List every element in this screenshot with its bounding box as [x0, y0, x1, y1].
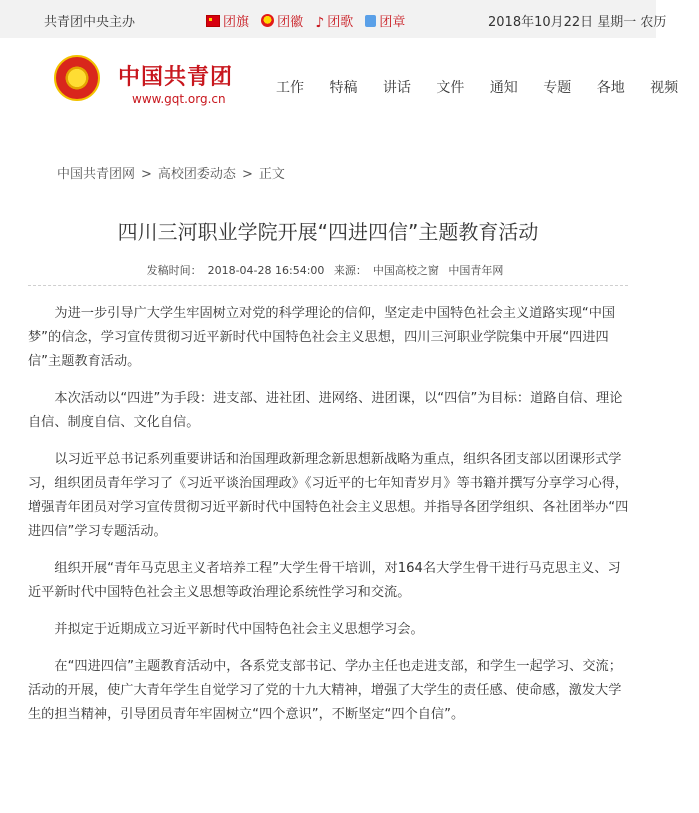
article-meta — [0, 262, 656, 278]
site-logo-url[interactable]: www.gqt.org.cn — [132, 92, 226, 106]
link-charter-label: 团章 — [379, 15, 406, 30]
link-song[interactable] — [315, 15, 353, 30]
publish-label: 发稿时间： — [146, 264, 202, 277]
current-date: 2018年10月22日 星期一 农历 — [488, 15, 667, 30]
article-body — [28, 302, 630, 740]
breadcrumb-current: 正文 — [258, 167, 285, 182]
nav-item-work[interactable]: 工作 — [276, 80, 304, 96]
source-label: 来源： — [333, 264, 367, 277]
link-emblem-label: 团徽 — [277, 15, 304, 30]
emblem-icon — [261, 14, 274, 27]
breadcrumb-home[interactable]: 中国共青团网 — [57, 167, 136, 182]
site-logo-title[interactable]: 中国共青团 — [118, 65, 234, 90]
nav-item-features[interactable]: 特稿 — [329, 80, 358, 96]
top-bar — [0, 0, 667, 38]
article-paragraph: 组织开展“青年马克思主义者培养工程”大学生骨干培训，对164名大学生骨干进行马克思主义、习近平新时代中国特色社会主义思想等政治理论系统性学习和交流。 — [28, 561, 621, 600]
nav-item-documents[interactable]: 文件 — [436, 80, 465, 96]
source-secondary: 中国青年网 — [448, 264, 504, 277]
main-nav — [276, 77, 699, 97]
article-paragraph: 以习近平总书记系列重要讲话和治国理政新理念新思想新战略为重点，组织各团支部以团课形式学习，组织团员青年学习了《习近平谈治国理政》《习近平的七年知青岁月》等书籍并撰写分享学习心得，增强青年团员对学习宣传贯彻习近平新时代中国特色社会主义思想。并指导各团学组织、各社团举办“四进四信”学习专题活动。 — [28, 452, 629, 539]
article-paragraph: 在“四进四信”主题教育活动中，各系党支部书记、学办主任也走进支部，和学生一起学习、交流；活动的开展，使广大青年学生自觉学习了党的十九大精神，增强了大学生的责任感、使命感，激发大学生的担当精神，引导团员青年牢固树立“四个意识”，不断坚定“四个自信”。 — [28, 659, 622, 722]
flag-icon — [206, 15, 220, 27]
breadcrumb-section[interactable]: 高校团委动态 — [157, 167, 236, 182]
link-flag-label: 团旗 — [223, 15, 250, 30]
nav-item-speeches[interactable]: 讲话 — [382, 80, 411, 96]
article-paragraph: 并拟定于近期成立习近平新时代中国特色社会主义思想学习会。 — [54, 622, 424, 637]
article-title: 四川三河职业学院开展“四进四信”主题教育活动 — [117, 220, 539, 244]
nav-item-notices[interactable]: 通知 — [489, 80, 518, 96]
music-note-icon: ♪ — [315, 15, 325, 31]
league-logo-icon[interactable] — [54, 55, 100, 101]
nav-item-topics[interactable]: 专题 — [543, 80, 572, 96]
nav-item-video[interactable]: 视频 — [650, 80, 679, 96]
publish-time: 2018-04-28 16:54:00 — [207, 264, 325, 277]
site-sponsor-text: 共青团中央主办 — [44, 15, 136, 30]
link-emblem[interactable] — [261, 15, 303, 30]
article-paragraph: 本次活动以“四进”为手段：进支部、进社团、进网络、进团课，以“四信”为目标：道路自信、理论自信、制度自信、文化自信。 — [28, 391, 623, 430]
source-name: 中国高校之窗 — [372, 264, 439, 277]
link-charter[interactable] — [365, 15, 405, 30]
article-paragraph: 为进一步引导广大学生牢固树立对党的科学理论的信仰，坚定走中国特色社会主义道路实现“中国梦”的信念，学习宣传贯彻习近平新时代中国特色社会主义思想，四川三河职业学院集中开展“四进四信”主题教育活动。 — [28, 306, 616, 369]
breadcrumb-separator: > — [241, 167, 253, 182]
topbar-links — [206, 11, 413, 31]
breadcrumb-separator: > — [141, 167, 152, 182]
link-song-label: 团歌 — [327, 15, 354, 30]
meta-divider — [28, 285, 628, 286]
nav-item-regions[interactable]: 各地 — [596, 80, 625, 96]
breadcrumb — [57, 163, 285, 182]
link-flag[interactable] — [206, 15, 249, 30]
document-icon — [365, 15, 376, 27]
